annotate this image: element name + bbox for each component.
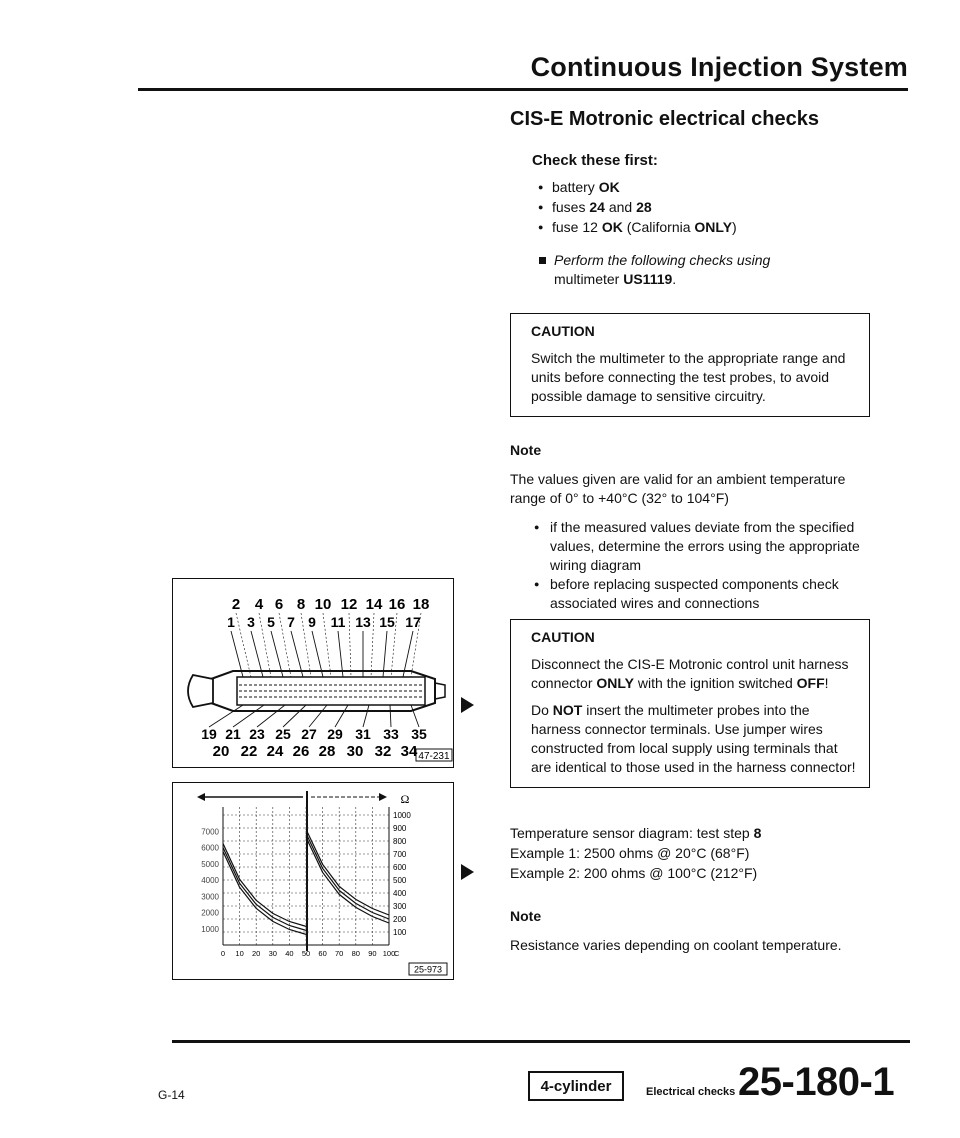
note-title: Note: [510, 908, 542, 924]
pin-label-bottom-odd: 35: [411, 726, 427, 742]
x-tick-label: 100: [382, 949, 396, 958]
x-tick-label: 20: [252, 949, 261, 958]
series-curve-low-range: [223, 844, 306, 927]
pin-label-bottom-even: 32: [374, 743, 392, 760]
pin-label-top-even: 8: [296, 596, 306, 613]
left-tick-label: 6000: [201, 843, 219, 853]
note-text: Resistance varies depending on coolant temperature.: [510, 937, 842, 953]
pin-label-top-odd: 3: [247, 614, 255, 630]
pin-label-top-even: 18: [412, 596, 430, 613]
pin-label-bottom-odd: 27: [301, 726, 317, 742]
perform-instruction: Perform the following checks using multimeter US1119.: [510, 251, 870, 289]
left-tick-label: 4000: [201, 876, 219, 885]
connector-figure: [172, 578, 454, 768]
figure-pointer-arrow-1: [461, 697, 474, 713]
right-tick-label: 700: [393, 850, 407, 859]
series-curve-high-range: [306, 829, 389, 915]
list-item: ● before replacing suspected components check associated wires and connections: [534, 575, 870, 613]
x-tick-label: 30: [268, 949, 277, 958]
pin-label-bottom-even: 28: [318, 743, 336, 760]
left-tick-label: 1000: [201, 924, 219, 934]
pin-label-bottom-even: 26: [292, 743, 310, 760]
check-first-title: Check these first:: [532, 152, 658, 169]
temperature-sensor-block: Temperature sensor diagram: test step 8 Example 1: 2500 ohms @ 20°C (68°F) Example 2: 200 ohms @ 100°C (212°F): [510, 825, 762, 881]
x-tick-label: 90: [368, 949, 377, 958]
pin-label-top-even: 12: [340, 596, 358, 613]
right-tick-label: 900: [393, 824, 407, 833]
x-tick-label: 70: [335, 949, 344, 958]
pin-label-top-odd: 13: [355, 614, 371, 630]
page-header-title: Continuous Injection System: [530, 52, 908, 82]
footer-rule: [172, 1040, 910, 1043]
footer-section-label: Electrical checks: [646, 1086, 736, 1098]
pin-label-top-odd: 5: [267, 614, 275, 630]
x-tick-label: 60: [318, 949, 327, 958]
list-item: ● fuse 12 OK (California ONLY): [538, 218, 870, 237]
pin-label-bottom-odd: 23: [249, 726, 265, 742]
series-curve-low-range: [223, 848, 306, 931]
right-tick-label: 100: [393, 928, 407, 937]
right-tick-label: 800: [393, 837, 407, 846]
right-tick-label: 400: [393, 889, 407, 898]
pin-label-top-even: 6: [274, 596, 284, 613]
figure-ref-label: 25-973: [413, 964, 443, 975]
list-item: ● fuses 24 and 28: [538, 198, 870, 217]
left-tick-label: 2000: [201, 908, 219, 918]
pin-wire-top-even: [349, 613, 351, 677]
right-tick-label: 600: [393, 863, 407, 872]
caution-title: CAUTION: [531, 323, 595, 339]
pin-label-bottom-even: 34: [400, 743, 418, 760]
pin-label-bottom-even: 24: [266, 743, 284, 760]
pin-wire-top-even: [371, 613, 374, 677]
left-tick-label: 3000: [201, 892, 219, 902]
left-tick-label: 5000: [201, 859, 219, 869]
axis-arrowhead-right: [379, 793, 387, 801]
caution-title: CAUTION: [531, 629, 595, 645]
caution-box-1: [510, 313, 870, 417]
pin-label-top-even: 2: [231, 596, 241, 613]
caution-paragraph: Disconnect the CIS-E Motronic control unit harness connector ONLY with the ignition switched OFF!: [531, 656, 849, 691]
note-title: Note: [510, 442, 542, 458]
pin-label-top-even: 4: [254, 596, 264, 613]
caution-text: Switch the multimeter to the appropriate range and units before connecting the test probes, to avoid possible damage to sensitive circuitry.: [531, 350, 846, 404]
pin-label-top-even: 16: [388, 596, 406, 613]
x-tick-label: 0: [220, 949, 226, 958]
axis-arrowhead-left: [197, 793, 205, 801]
pin-label-bottom-odd: 31: [355, 726, 371, 742]
page-number: 25-180-1: [738, 1060, 895, 1104]
pin-label-bottom-odd: 25: [275, 726, 291, 742]
x-axis-unit: C: [394, 949, 400, 958]
right-tick-label: 200: [393, 915, 407, 924]
list-item: ● battery OK: [538, 178, 870, 197]
pin-label-bottom-odd: 29: [327, 726, 343, 742]
pin-label-bottom-odd: 19: [201, 726, 217, 742]
pin-label-bottom-odd: 21: [225, 726, 241, 742]
list-item: ● if the measured values deviate from the specified values, determine the errors using the appropriate wiring diagram: [534, 518, 870, 575]
note-text: The values given are valid for an ambient temperature range of 0° to +40°C (32° to 104°F): [510, 471, 846, 506]
right-tick-label: 500: [393, 876, 407, 885]
pin-label-top-odd: 7: [287, 614, 295, 630]
content-column: [510, 110, 870, 965]
right-tick-label: 1000: [393, 811, 411, 820]
note-bullets: [510, 518, 870, 613]
figure-ref-label: 47-231: [418, 751, 450, 762]
pin-label-top-even: 10: [314, 596, 332, 613]
x-tick-label: 50: [301, 949, 311, 958]
pin-label-top-odd: 1: [227, 614, 235, 630]
page-left-code: G-14: [158, 1088, 185, 1102]
pin-label-top-odd: 11: [330, 614, 346, 630]
x-tick-label: 10: [235, 949, 244, 958]
figure-pointer-arrow-2: [461, 864, 474, 880]
left-tick-label: 7000: [201, 827, 219, 837]
pin-label-bottom-even: 20: [212, 743, 230, 760]
pin-label-top-odd: 9: [308, 614, 316, 630]
section-title: CIS-E Motronic electrical checks: [510, 108, 820, 130]
pin-label-top-even: 14: [365, 596, 383, 613]
pin-label-bottom-even: 30: [346, 743, 364, 760]
header-rule: [138, 88, 908, 91]
x-tick-label: 40: [285, 949, 294, 958]
caution-box-2: [510, 619, 870, 788]
caution-paragraph: Do NOT insert the multimeter probes into the harness connector terminals. Use jumper wires constructed from local supply using terminals that are identical to those used in the harness connector!: [531, 702, 856, 775]
pin-label-top-odd: 17: [405, 614, 421, 630]
pin-label-bottom-even: 22: [240, 743, 258, 760]
connector-diagram: [173, 579, 455, 769]
y-axis-unit: Ω: [400, 792, 410, 806]
temperature-chart: [172, 782, 454, 980]
temperature-resistance-chart: [173, 783, 455, 981]
pin-label-top-odd: 15: [379, 614, 395, 630]
x-tick-label: 80: [351, 949, 360, 958]
right-tick-label: 300: [393, 902, 407, 911]
check-first-list: [510, 178, 870, 237]
engine-variant-badge: 4-cylinder: [528, 1071, 624, 1101]
pin-label-bottom-odd: 33: [383, 726, 399, 742]
